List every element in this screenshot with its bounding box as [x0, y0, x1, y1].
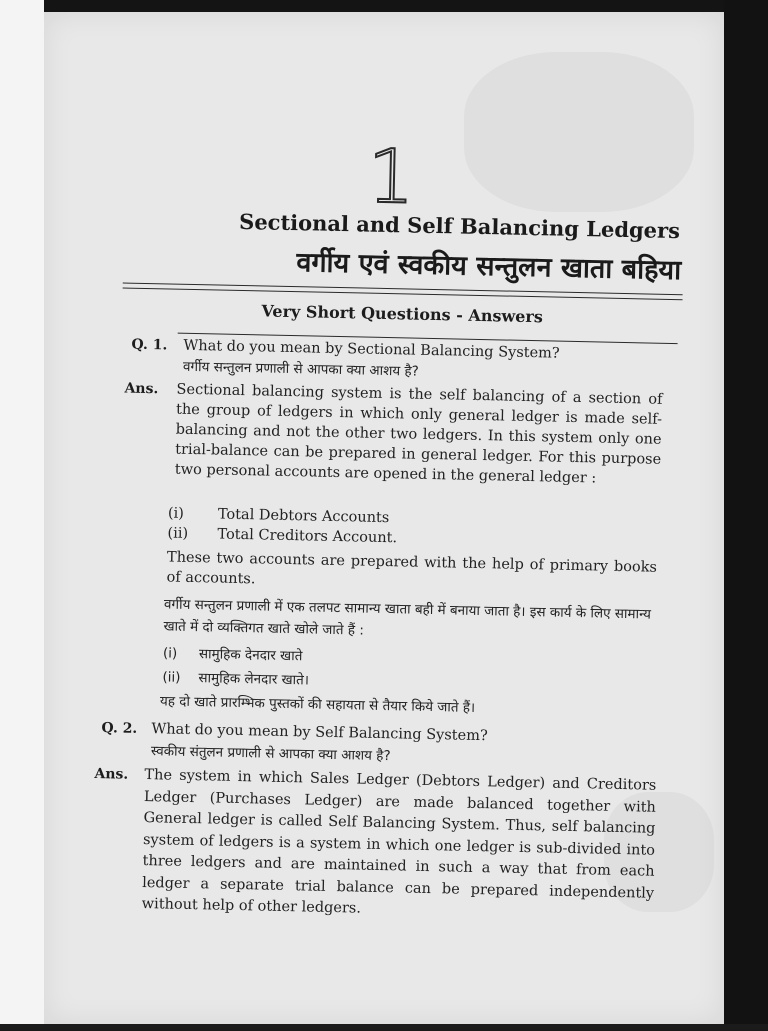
list-number: (ii) — [162, 669, 181, 686]
question-2-label: Q. 2. — [101, 720, 138, 737]
page-content — [33, 5, 734, 1031]
question-1-label: Q. 1. — [131, 336, 168, 354]
answer-2-text: The system in which Sales Ledger (Debtors Ledger) and Creditors Ledger (Purchases Ledger) are made balanced together with General ledger is called Self Balancing System. Thus, self balancing system of ledgers is a system in which one ledger is sub-divided into three ledgers and are maintained in such a way that from each ledger a separate trial balance can be prepared independently without help of other ledgers. — [141, 767, 657, 917]
section-heading: Very Short Questions - Answers — [261, 301, 544, 327]
answer-1-text: Sectional balancing system is the self balancing of a section of the group of ledgers in which only general ledger is made self-balancing and not the other two ledgers. In this system only one trial-balance can be prepared in general ledger. For this purpose two personal accounts are opened in the general ledger : — [174, 381, 663, 487]
chapter-number: 1 — [366, 133, 416, 221]
list-text: Total Creditors Account. — [217, 526, 398, 547]
answer-1-label: Ans. — [124, 380, 159, 398]
question-1-hindi: वर्गीय सन्तुलन प्रणाली से आपका क्या आशय है? — [182, 358, 419, 380]
list-number: (ii) — [167, 525, 189, 542]
chapter-title-hindi: वर्गीय एवं स्वकीय सन्तुलन खाता बहिया — [296, 247, 682, 287]
divider-line — [123, 287, 683, 300]
answer-2-label: Ans. — [94, 765, 129, 783]
question-2-hindi: स्वकीय संतुलन प्रणाली से आपका क्या आशय है? — [150, 743, 391, 765]
question-1-text: What do you mean by Sectional Balancing System? — [183, 337, 560, 362]
book-page — [44, 12, 724, 1024]
list-number: (i) — [162, 645, 178, 662]
answer-1-hindi-end: यह दो खाते प्रारम्भिक पुस्तकों की सहायता से तैयार किये जाते हैं। — [159, 693, 476, 716]
answer-1-continued: These two accounts are prepared with the help of primary books of accounts. — [166, 549, 658, 588]
chapter-title: Sectional and Self Balancing Ledgers — [238, 208, 681, 244]
list-number: (i) — [167, 505, 185, 522]
answer-1-hindi: वर्गीय सन्तुलन प्रणाली में एक तलपट सामान्य खाता बही में बनाया जाता है। इस कार्य के लिए सामान्य खाते में दो व्यक्तिगत खाते खोले जाते हैं : — [163, 596, 652, 639]
list-text: Total Debtors Accounts — [217, 506, 390, 527]
list-text: सामुहिक लेनदार खाते। — [198, 670, 310, 689]
list-text: सामुहिक देनदार खाते — [198, 646, 303, 665]
question-2-text: What do you mean by Self Balancing System? — [151, 721, 488, 745]
